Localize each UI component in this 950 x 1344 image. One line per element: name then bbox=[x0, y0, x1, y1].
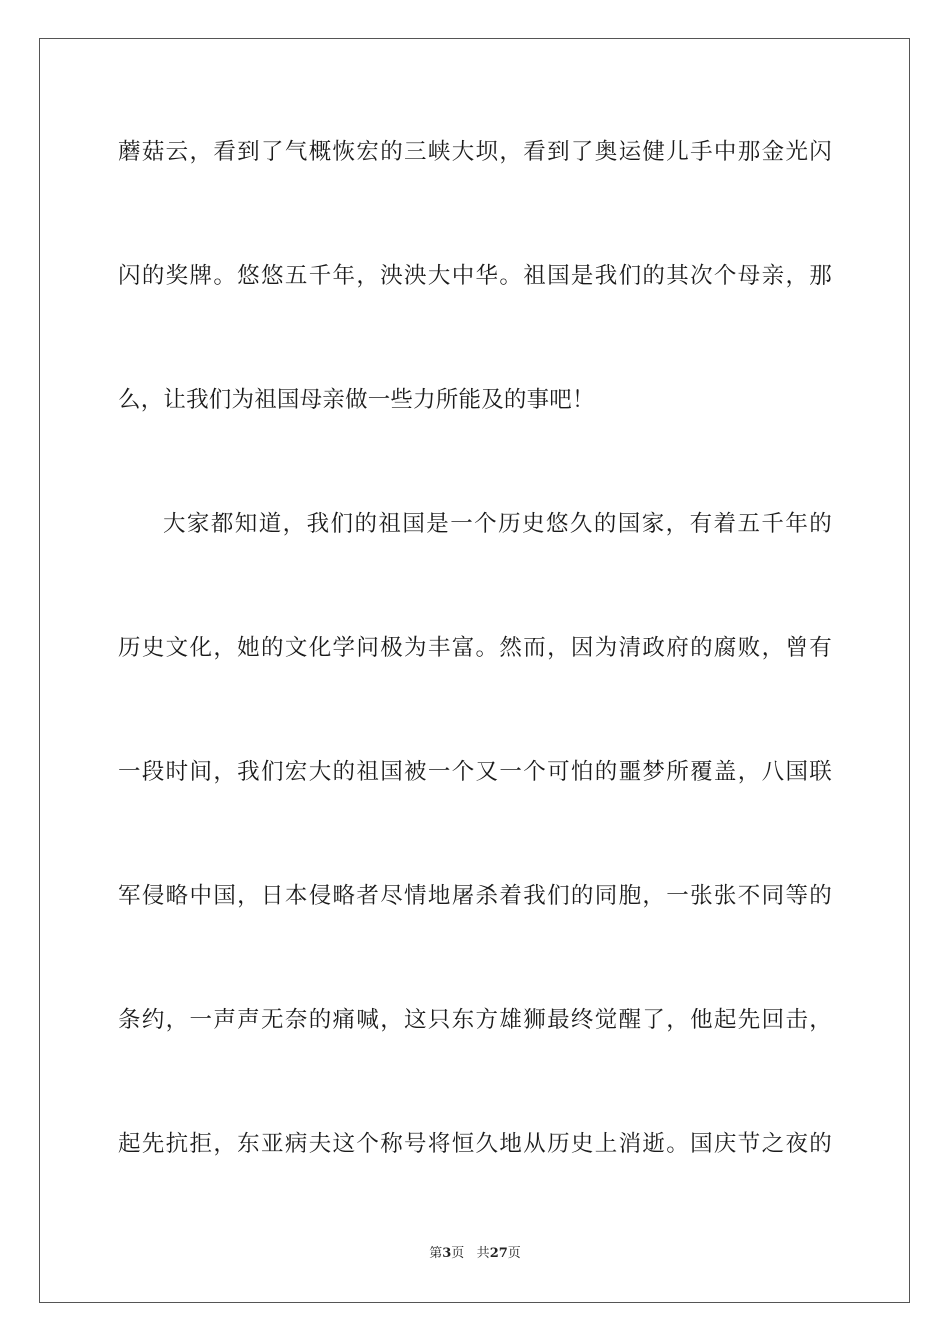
text-line-7: 军侵略中国，日本侵略者尽情地屠杀着我们的同胞，一张张不同等的 bbox=[118, 883, 832, 909]
page-footer bbox=[0, 1245, 950, 1263]
page-suffix: 页 bbox=[451, 1246, 465, 1261]
text-line-4-paragraph-start: 大家都知道，我们的祖国是一个历史悠久的国家，有着五千年的 bbox=[163, 511, 832, 537]
total-pages: 27 bbox=[489, 1246, 508, 1261]
page-border bbox=[39, 38, 910, 1303]
text-line-5: 历史文化，她的文化学问极为丰富。然而，因为清政府的腐败，曾有 bbox=[118, 635, 832, 661]
total-suffix: 页 bbox=[507, 1246, 521, 1261]
page-number: 3 bbox=[442, 1246, 452, 1261]
text-line-9: 起先抗拒，东亚病夫这个称号将恒久地从历史上消逝。国庆节之夜的 bbox=[118, 1131, 832, 1157]
text-line-3: 么，让我们为祖国母亲做一些力所能及的事吧！ bbox=[118, 387, 595, 413]
text-line-8: 条约，一声声无奈的痛喊，这只东方雄狮最终觉醒了，他起先回击， bbox=[118, 1007, 832, 1033]
page-prefix: 第 bbox=[429, 1246, 443, 1261]
text-line-6: 一段时间，我们宏大的祖国被一个又一个可怕的噩梦所覆盖，八国联 bbox=[118, 759, 832, 785]
text-line-1: 蘑菇云，看到了气概恢宏的三峡大坝，看到了奥运健儿手中那金光闪 bbox=[118, 139, 832, 165]
text-line-2: 闪的奖牌。悠悠五千年，泱泱大中华。祖国是我们的其次个母亲，那 bbox=[118, 263, 832, 289]
total-prefix: 共 bbox=[476, 1246, 490, 1261]
